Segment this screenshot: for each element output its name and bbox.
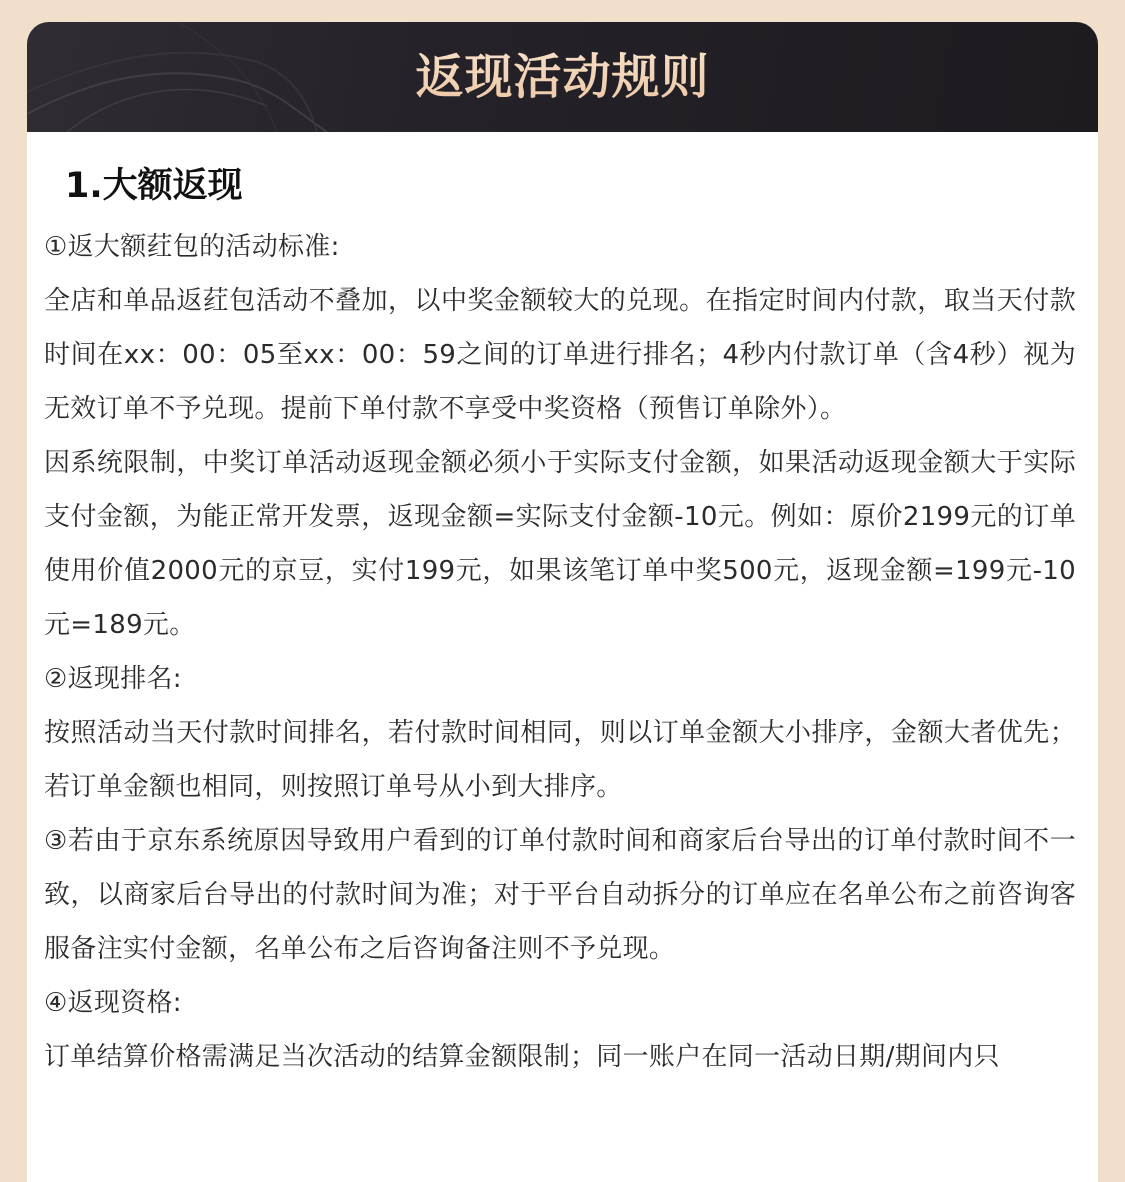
rule-paragraph: 按照活动当天付款时间排名，若付款时间相同，则以订单金额大小排序，金额大者优先；若订单金额也相同，则按照订单号从小到大排序。 [44, 718, 1076, 802]
content-area [27, 158, 1098, 1084]
rule-paragraph: 订单结算价格需满足当次活动的结算金额限制；同一账户在同一活动日期/期间内只 [44, 1042, 1000, 1072]
rule-heading-4: ④返现资格: [44, 988, 182, 1018]
section-title: 1.大额返现 [65, 166, 243, 206]
rules-card [27, 22, 1098, 1182]
rules-list [44, 220, 1076, 1084]
rule-heading-1: ①返大额荭包的活动标准: [44, 232, 340, 262]
rule-heading-3: ③若由于京东系统原因导致用户看到的订单付款时间和商家后台导出的订单付款时间不一致，以商家后台导出的付款时间为准；对于平台自动拆分的订单应在名单公布之前咨询客服备注实付金额，名单公布之后咨询备注则不予兑现。 [44, 826, 1076, 964]
rule-paragraph: 全店和单品返荭包活动不叠加，以中奖金额较大的兑现。在指定时间内付款，取当天付款时间在xx：00：05至xx：00：59之间的订单进行排名；4秒内付款订单（含4秒）视为无效订单不予兑现。提前下单付款不享受中奖资格（预售订单除外）。 [44, 286, 1076, 424]
rule-heading-2: ②返现排名: [44, 664, 182, 694]
header-banner [27, 22, 1098, 132]
page-title: 返现活动规则 [27, 22, 1098, 132]
rule-paragraph: 因系统限制，中奖订单活动返现金额必须小于实际支付金额，如果活动返现金额大于实际支付金额，为能正常开发票，返现金额=实际支付金额-10元。例如：原价2199元的订单使用价值2000元的京豆，实付199元，如果该笔订单中奖500元，返现金额=199元-10元=189元。 [44, 448, 1076, 640]
